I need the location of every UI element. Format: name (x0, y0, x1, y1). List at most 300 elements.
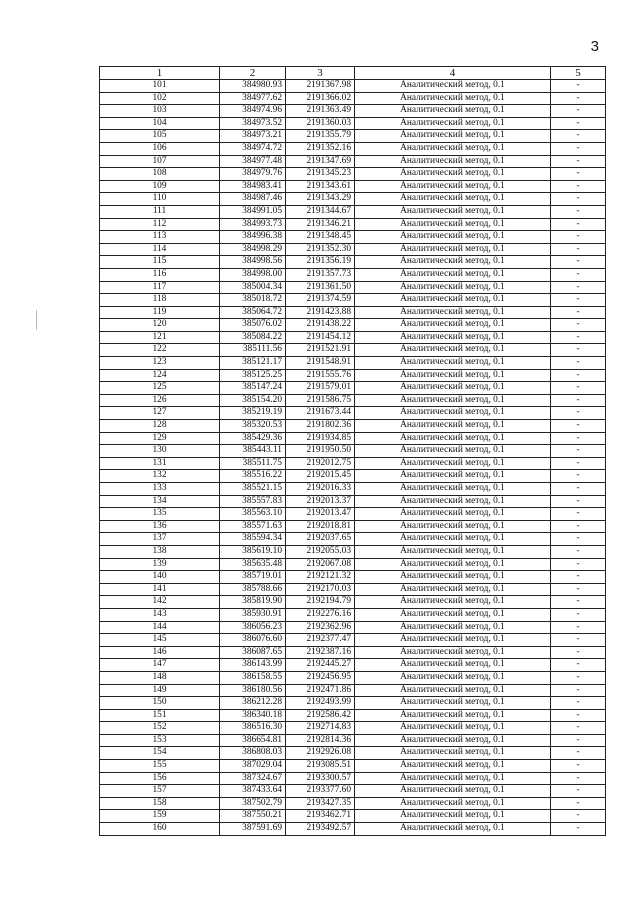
cell-y: 2191950.50 (286, 445, 355, 458)
cell-y: 2191367.98 (286, 80, 355, 93)
table-row (100, 470, 606, 483)
cell-method: Аналитический метод, 0.1 (355, 760, 551, 773)
cell-x: 385111.56 (220, 344, 286, 357)
cell-x: 385147.24 (220, 382, 286, 395)
cell-note: - (551, 92, 606, 105)
cell-point-number: 130 (100, 445, 220, 458)
table-row (100, 772, 606, 785)
cell-x: 385521.15 (220, 483, 286, 496)
cell-y: 2192493.99 (286, 697, 355, 710)
cell-note: - (551, 357, 606, 370)
cell-note: - (551, 785, 606, 798)
cell-note: - (551, 117, 606, 130)
cell-point-number: 134 (100, 495, 220, 508)
cell-point-number: 124 (100, 369, 220, 382)
cell-method: Аналитический метод, 0.1 (355, 545, 551, 558)
cell-y: 2192586.42 (286, 709, 355, 722)
cell-y: 2191438.22 (286, 319, 355, 332)
table-row (100, 243, 606, 256)
cell-method: Аналитический метод, 0.1 (355, 142, 551, 155)
cell-note: - (551, 671, 606, 684)
cell-x: 385125.25 (220, 369, 286, 382)
cell-method: Аналитический метод, 0.1 (355, 231, 551, 244)
cell-method: Аналитический метод, 0.1 (355, 205, 551, 218)
table-row (100, 394, 606, 407)
cell-note: - (551, 319, 606, 332)
table-row (100, 709, 606, 722)
cell-x: 385511.75 (220, 457, 286, 470)
cell-method: Аналитический метод, 0.1 (355, 785, 551, 798)
cell-x: 385084.22 (220, 331, 286, 344)
table-row (100, 432, 606, 445)
cell-method: Аналитический метод, 0.1 (355, 823, 551, 836)
cell-note: - (551, 709, 606, 722)
cell-note: - (551, 80, 606, 93)
cell-y: 2191355.79 (286, 130, 355, 143)
table-row (100, 80, 606, 93)
cell-method: Аналитический метод, 0.1 (355, 243, 551, 256)
cell-point-number: 151 (100, 709, 220, 722)
cell-note: - (551, 205, 606, 218)
cell-x: 384974.72 (220, 142, 286, 155)
cell-x: 385320.53 (220, 420, 286, 433)
cell-note: - (551, 142, 606, 155)
cell-method: Аналитический метод, 0.1 (355, 256, 551, 269)
table-header-row (100, 67, 606, 80)
cell-x: 384987.46 (220, 193, 286, 206)
cell-x: 385557.83 (220, 495, 286, 508)
cell-point-number: 133 (100, 483, 220, 496)
cell-y: 2192471.86 (286, 684, 355, 697)
table-row (100, 734, 606, 747)
cell-x: 386516.30 (220, 722, 286, 735)
cell-method: Аналитический метод, 0.1 (355, 747, 551, 760)
cell-y: 2192067.08 (286, 558, 355, 571)
table-row (100, 533, 606, 546)
cell-point-number: 160 (100, 823, 220, 836)
cell-note: - (551, 331, 606, 344)
cell-y: 2192121.32 (286, 571, 355, 584)
cell-point-number: 156 (100, 772, 220, 785)
table-row (100, 130, 606, 143)
cell-method: Аналитический метод, 0.1 (355, 608, 551, 621)
cell-point-number: 125 (100, 382, 220, 395)
table-row (100, 508, 606, 521)
cell-y: 2192015.45 (286, 470, 355, 483)
cell-point-number: 140 (100, 571, 220, 584)
cell-point-number: 158 (100, 797, 220, 810)
cell-point-number: 157 (100, 785, 220, 798)
cell-point-number: 113 (100, 231, 220, 244)
cell-x: 387502.79 (220, 797, 286, 810)
cell-x: 384998.56 (220, 256, 286, 269)
cell-y: 2191366.02 (286, 92, 355, 105)
cell-point-number: 103 (100, 105, 220, 118)
cell-x: 384993.73 (220, 218, 286, 231)
cell-method: Аналитический метод, 0.1 (355, 646, 551, 659)
cell-method: Аналитический метод, 0.1 (355, 634, 551, 647)
cell-y: 2191352.16 (286, 142, 355, 155)
cell-y: 2192194.79 (286, 596, 355, 609)
cell-point-number: 108 (100, 168, 220, 181)
cell-x: 386212.28 (220, 697, 286, 710)
cell-x: 386654.81 (220, 734, 286, 747)
cell-method: Аналитический метод, 0.1 (355, 697, 551, 710)
cell-y: 2193427.35 (286, 797, 355, 810)
cell-x: 384998.29 (220, 243, 286, 256)
cell-method: Аналитический метод, 0.1 (355, 180, 551, 193)
cell-y: 2192714.83 (286, 722, 355, 735)
table-row (100, 180, 606, 193)
cell-y: 2191374.59 (286, 294, 355, 307)
cell-note: - (551, 344, 606, 357)
table-row (100, 142, 606, 155)
cell-point-number: 117 (100, 281, 220, 294)
table-row (100, 659, 606, 672)
cell-method: Аналитический метод, 0.1 (355, 117, 551, 130)
table-row (100, 331, 606, 344)
table-row (100, 634, 606, 647)
cell-point-number: 145 (100, 634, 220, 647)
cell-point-number: 105 (100, 130, 220, 143)
cell-note: - (551, 722, 606, 735)
cell-y: 2191586.75 (286, 394, 355, 407)
table-row (100, 407, 606, 420)
cell-method: Аналитический метод, 0.1 (355, 168, 551, 181)
cell-y: 2192377.47 (286, 634, 355, 647)
cell-x: 386340.18 (220, 709, 286, 722)
cell-method: Аналитический метод, 0.1 (355, 495, 551, 508)
cell-note: - (551, 155, 606, 168)
cell-note: - (551, 382, 606, 395)
cell-point-number: 114 (100, 243, 220, 256)
cell-method: Аналитический метод, 0.1 (355, 80, 551, 93)
cell-note: - (551, 747, 606, 760)
header-cell-method: 4 (355, 67, 551, 80)
cell-point-number: 159 (100, 810, 220, 823)
table-row (100, 256, 606, 269)
table-row (100, 382, 606, 395)
header-cell-note: 5 (551, 67, 606, 80)
cell-x: 385076.02 (220, 319, 286, 332)
table-row (100, 495, 606, 508)
table-row (100, 646, 606, 659)
cell-y: 2191357.73 (286, 268, 355, 281)
cell-y: 2192814.36 (286, 734, 355, 747)
cell-y: 2191343.29 (286, 193, 355, 206)
cell-y: 2191344.67 (286, 205, 355, 218)
table-row (100, 558, 606, 571)
cell-note: - (551, 508, 606, 521)
cell-note: - (551, 495, 606, 508)
scan-artifact (36, 310, 37, 330)
cell-method: Аналитический метод, 0.1 (355, 470, 551, 483)
cell-method: Аналитический метод, 0.1 (355, 357, 551, 370)
cell-note: - (551, 168, 606, 181)
cell-note: - (551, 394, 606, 407)
cell-point-number: 143 (100, 608, 220, 621)
cell-note: - (551, 243, 606, 256)
cell-method: Аналитический метод, 0.1 (355, 432, 551, 445)
cell-y: 2192170.03 (286, 583, 355, 596)
cell-y: 2192012.75 (286, 457, 355, 470)
cell-method: Аналитический метод, 0.1 (355, 709, 551, 722)
cell-point-number: 115 (100, 256, 220, 269)
cell-point-number: 120 (100, 319, 220, 332)
cell-method: Аналитический метод, 0.1 (355, 659, 551, 672)
cell-method: Аналитический метод, 0.1 (355, 684, 551, 697)
cell-method: Аналитический метод, 0.1 (355, 734, 551, 747)
cell-method: Аналитический метод, 0.1 (355, 420, 551, 433)
cell-y: 2191548.91 (286, 357, 355, 370)
table-row (100, 294, 606, 307)
cell-y: 2191356.19 (286, 256, 355, 269)
cell-point-number: 121 (100, 331, 220, 344)
cell-method: Аналитический метод, 0.1 (355, 621, 551, 634)
cell-point-number: 155 (100, 760, 220, 773)
cell-note: - (551, 621, 606, 634)
cell-y: 2193377.60 (286, 785, 355, 798)
cell-point-number: 132 (100, 470, 220, 483)
cell-note: - (551, 810, 606, 823)
cell-y: 2193300.57 (286, 772, 355, 785)
cell-x: 384991.05 (220, 205, 286, 218)
cell-y: 2192037.65 (286, 533, 355, 546)
cell-y: 2191363.49 (286, 105, 355, 118)
cell-note: - (551, 533, 606, 546)
cell-method: Аналитический метод, 0.1 (355, 445, 551, 458)
cell-note: - (551, 294, 606, 307)
cell-point-number: 128 (100, 420, 220, 433)
table-row (100, 823, 606, 836)
cell-note: - (551, 105, 606, 118)
cell-note: - (551, 256, 606, 269)
header-cell-point-number: 1 (100, 67, 220, 80)
cell-x: 384996.38 (220, 231, 286, 244)
cell-method: Аналитический метод, 0.1 (355, 722, 551, 735)
cell-note: - (551, 646, 606, 659)
cell-method: Аналитический метод, 0.1 (355, 520, 551, 533)
cell-note: - (551, 231, 606, 244)
cell-method: Аналитический метод, 0.1 (355, 671, 551, 684)
cell-note: - (551, 697, 606, 710)
cell-y: 2191352.30 (286, 243, 355, 256)
cell-point-number: 146 (100, 646, 220, 659)
cell-y: 2193085.51 (286, 760, 355, 773)
cell-y: 2191934.85 (286, 432, 355, 445)
cell-point-number: 152 (100, 722, 220, 735)
cell-x: 385004.34 (220, 281, 286, 294)
cell-note: - (551, 130, 606, 143)
cell-x: 385594.34 (220, 533, 286, 546)
table-row (100, 117, 606, 130)
cell-method: Аналитический метод, 0.1 (355, 810, 551, 823)
cell-point-number: 139 (100, 558, 220, 571)
cell-method: Аналитический метод, 0.1 (355, 382, 551, 395)
cell-point-number: 150 (100, 697, 220, 710)
cell-point-number: 102 (100, 92, 220, 105)
cell-note: - (551, 583, 606, 596)
cell-point-number: 126 (100, 394, 220, 407)
table-row (100, 168, 606, 181)
cell-x: 386143.99 (220, 659, 286, 672)
cell-note: - (551, 470, 606, 483)
cell-y: 2191579.01 (286, 382, 355, 395)
cell-note: - (551, 659, 606, 672)
cell-x: 385154.20 (220, 394, 286, 407)
cell-note: - (551, 268, 606, 281)
cell-x: 385571.63 (220, 520, 286, 533)
cell-point-number: 111 (100, 205, 220, 218)
cell-y: 2192456.95 (286, 671, 355, 684)
cell-method: Аналитический метод, 0.1 (355, 268, 551, 281)
cell-y: 2191347.69 (286, 155, 355, 168)
cell-x: 386180.56 (220, 684, 286, 697)
cell-note: - (551, 306, 606, 319)
cell-point-number: 144 (100, 621, 220, 634)
table-row (100, 583, 606, 596)
cell-method: Аналитический метод, 0.1 (355, 306, 551, 319)
cell-note: - (551, 369, 606, 382)
cell-note: - (551, 483, 606, 496)
cell-method: Аналитический метод, 0.1 (355, 596, 551, 609)
cell-x: 384977.62 (220, 92, 286, 105)
cell-x: 385788.66 (220, 583, 286, 596)
cell-method: Аналитический метод, 0.1 (355, 218, 551, 231)
cell-note: - (551, 420, 606, 433)
cell-x: 384998.00 (220, 268, 286, 281)
cell-note: - (551, 445, 606, 458)
cell-x: 385719.01 (220, 571, 286, 584)
table-row (100, 319, 606, 332)
cell-point-number: 101 (100, 80, 220, 93)
cell-x: 387029.04 (220, 760, 286, 773)
cell-method: Аналитический метод, 0.1 (355, 508, 551, 521)
cell-x: 387550.21 (220, 810, 286, 823)
table-row (100, 483, 606, 496)
cell-method: Аналитический метод, 0.1 (355, 772, 551, 785)
cell-note: - (551, 823, 606, 836)
cell-y: 2191555.76 (286, 369, 355, 382)
cell-point-number: 154 (100, 747, 220, 760)
cell-x: 385121.17 (220, 357, 286, 370)
cell-y: 2193492.57 (286, 823, 355, 836)
cell-point-number: 135 (100, 508, 220, 521)
table-row (100, 760, 606, 773)
cell-y: 2192013.47 (286, 508, 355, 521)
cell-y: 2191454.12 (286, 331, 355, 344)
cell-method: Аналитический метод, 0.1 (355, 331, 551, 344)
cell-x: 385563.10 (220, 508, 286, 521)
cell-y: 2191346.21 (286, 218, 355, 231)
table-row (100, 571, 606, 584)
cell-point-number: 107 (100, 155, 220, 168)
cell-point-number: 127 (100, 407, 220, 420)
table-row (100, 545, 606, 558)
table-row (100, 420, 606, 433)
cell-y: 2191802.36 (286, 420, 355, 433)
cell-y: 2191361.50 (286, 281, 355, 294)
coordinates-table (99, 66, 606, 836)
cell-method: Аналитический метод, 0.1 (355, 394, 551, 407)
cell-y: 2193462.71 (286, 810, 355, 823)
table-row (100, 621, 606, 634)
cell-x: 385619.10 (220, 545, 286, 558)
table-row (100, 747, 606, 760)
cell-x: 386808.03 (220, 747, 286, 760)
table-row (100, 520, 606, 533)
cell-x: 384980.93 (220, 80, 286, 93)
cell-y: 2192362.96 (286, 621, 355, 634)
table-row (100, 155, 606, 168)
cell-point-number: 123 (100, 357, 220, 370)
cell-note: - (551, 281, 606, 294)
cell-note: - (551, 760, 606, 773)
cell-method: Аналитический метод, 0.1 (355, 105, 551, 118)
cell-x: 386087.65 (220, 646, 286, 659)
cell-note: - (551, 407, 606, 420)
cell-x: 386056.23 (220, 621, 286, 634)
cell-y: 2192276.16 (286, 608, 355, 621)
cell-note: - (551, 193, 606, 206)
cell-x: 385219.19 (220, 407, 286, 420)
cell-point-number: 112 (100, 218, 220, 231)
header-cell-x: 2 (220, 67, 286, 80)
table-row (100, 231, 606, 244)
cell-point-number: 122 (100, 344, 220, 357)
table-row (100, 218, 606, 231)
table-row (100, 457, 606, 470)
table-row (100, 697, 606, 710)
cell-note: - (551, 772, 606, 785)
cell-y: 2191345.23 (286, 168, 355, 181)
cell-point-number: 131 (100, 457, 220, 470)
cell-method: Аналитический метод, 0.1 (355, 369, 551, 382)
cell-y: 2191521.91 (286, 344, 355, 357)
cell-method: Аналитический метод, 0.1 (355, 483, 551, 496)
cell-x: 384983.41 (220, 180, 286, 193)
header-cell-y: 3 (286, 67, 355, 80)
table-row (100, 268, 606, 281)
cell-x: 384977.48 (220, 155, 286, 168)
cell-method: Аналитический метод, 0.1 (355, 155, 551, 168)
cell-y: 2191343.61 (286, 180, 355, 193)
table-row (100, 445, 606, 458)
cell-method: Аналитический метод, 0.1 (355, 294, 551, 307)
cell-method: Аналитический метод, 0.1 (355, 407, 551, 420)
table-row (100, 671, 606, 684)
cell-point-number: 148 (100, 671, 220, 684)
table-row (100, 205, 606, 218)
table-row (100, 344, 606, 357)
cell-note: - (551, 571, 606, 584)
cell-x: 386076.60 (220, 634, 286, 647)
cell-note: - (551, 596, 606, 609)
cell-x: 384973.52 (220, 117, 286, 130)
cell-point-number: 104 (100, 117, 220, 130)
cell-y: 2192013.37 (286, 495, 355, 508)
cell-x: 385516.22 (220, 470, 286, 483)
cell-x: 385064.72 (220, 306, 286, 319)
cell-method: Аналитический метод, 0.1 (355, 344, 551, 357)
table-row (100, 785, 606, 798)
cell-note: - (551, 180, 606, 193)
cell-note: - (551, 218, 606, 231)
cell-x: 385635.48 (220, 558, 286, 571)
cell-point-number: 137 (100, 533, 220, 546)
cell-point-number: 141 (100, 583, 220, 596)
cell-x: 387324.67 (220, 772, 286, 785)
